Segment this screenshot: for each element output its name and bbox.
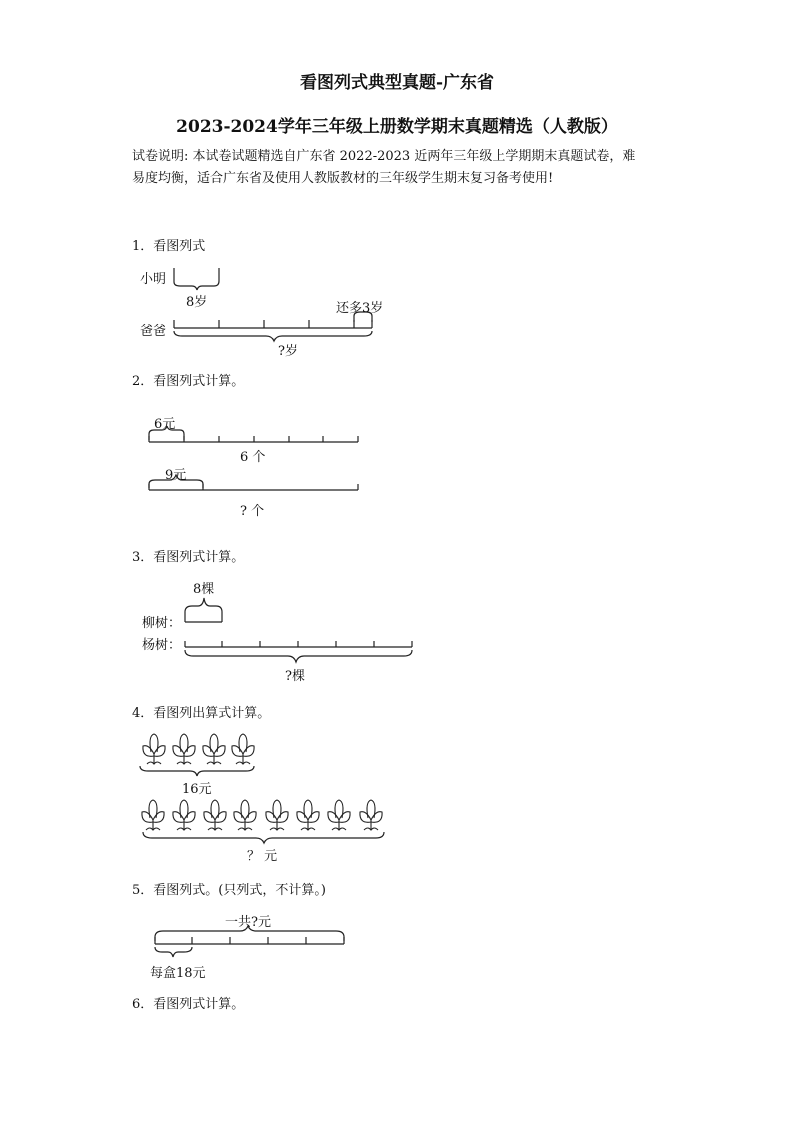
q1-total-label: ?岁 xyxy=(278,344,298,359)
q3-row1-label: 柳树： xyxy=(142,616,182,631)
question-4-label: 4．看图列出算式计算。 xyxy=(132,706,271,721)
q5-total-label: 一共?元 xyxy=(225,915,271,930)
question-3-label: 3．看图列式计算。 xyxy=(132,550,245,565)
q3-top-value: 8棵 xyxy=(193,582,215,597)
q1-row1-value: 8岁 xyxy=(186,295,208,310)
q2-bottom-value: 9元 xyxy=(165,468,187,483)
q1-row2-label: 爸爸 xyxy=(140,324,167,339)
question-2-label: 2．看图列式计算。 xyxy=(132,374,245,389)
question-1-label: 1．看图列式 xyxy=(132,239,206,254)
intro-line-1: 试卷说明: 本试卷试题精选自广东省 2022-2023 近两年三年级上学期期末真题试卷，难 xyxy=(132,149,636,164)
q4-bottom-total: ？ 元 xyxy=(247,849,278,864)
question-6-label: 6．看图列式计算。 xyxy=(132,997,245,1012)
q2-bottom-count: ? 个 xyxy=(240,504,265,519)
q2-top-value: 6元 xyxy=(154,417,176,432)
q3-total-label: ?棵 xyxy=(285,669,305,684)
page-subtitle: 2023-2024学年三年级上册数学期末真题精选（人教版） xyxy=(176,117,618,137)
intro-line-2: 易度均衡，适合广东省及使用人教版教材的三年级学生期末复习备考使用! xyxy=(132,171,554,186)
q5-each-brace xyxy=(155,947,192,957)
q1-extra-label: 还多3岁 xyxy=(336,301,384,316)
q4-top-total: 16元 xyxy=(182,782,212,797)
page-title: 看图列式典型真题-广东省 xyxy=(299,73,495,93)
q2-top-count: 6 个 xyxy=(240,450,266,465)
q5-each-label: 每盒18元 xyxy=(150,966,206,981)
q1-row1-label: 小明 xyxy=(140,272,167,287)
q3-row2-label: 杨树： xyxy=(142,638,182,653)
question-5-label: 5．看图列式。(只列式，不计算。) xyxy=(132,883,326,898)
